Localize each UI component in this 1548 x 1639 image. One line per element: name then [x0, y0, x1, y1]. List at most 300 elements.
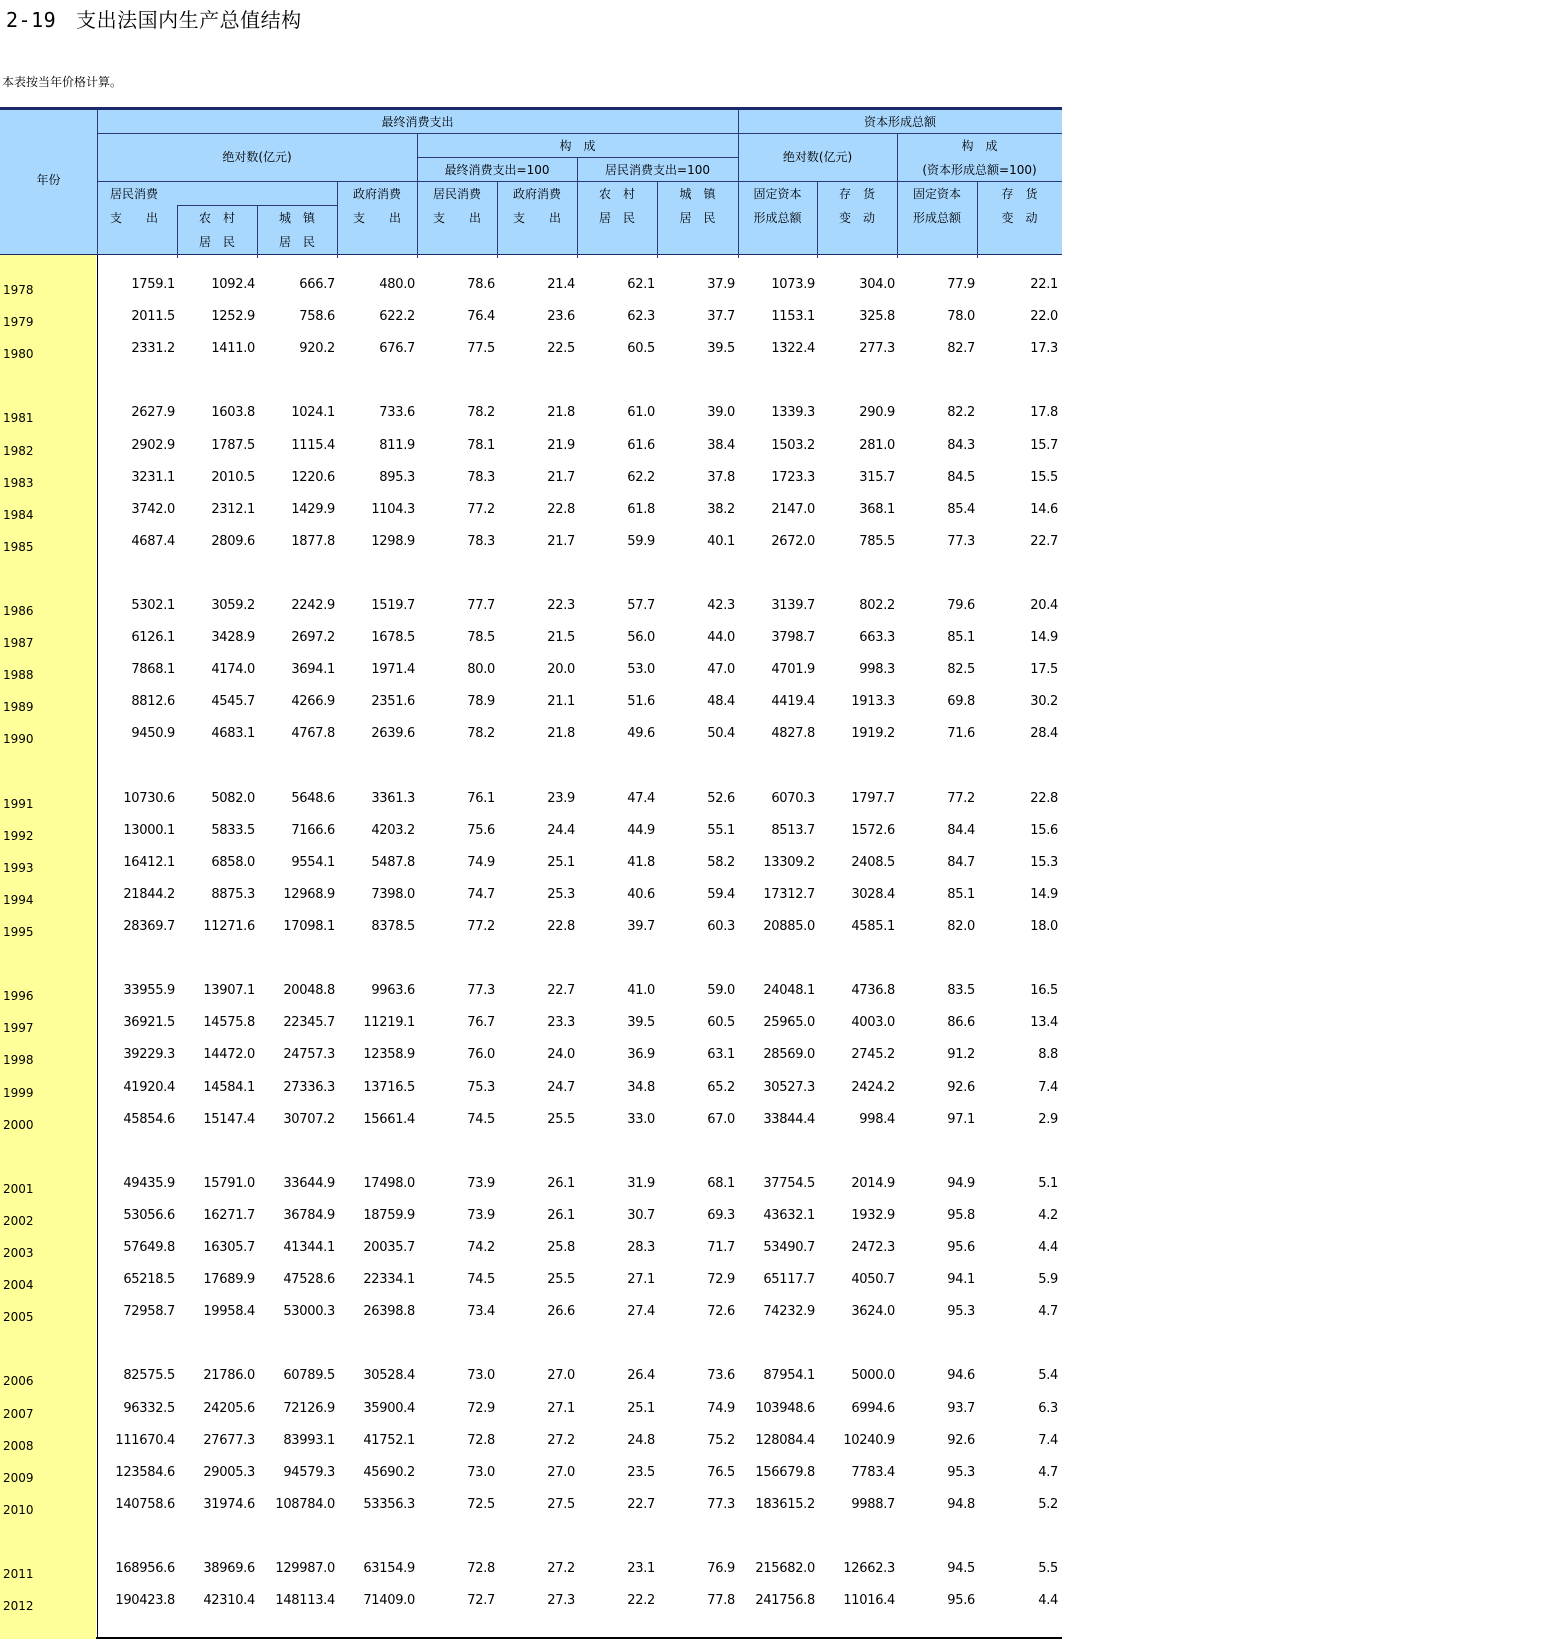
- value-cell: 22.3: [547, 598, 575, 613]
- value-cell: 7166.6: [291, 822, 335, 838]
- value-cell: 368.1: [859, 501, 895, 517]
- year-cell: 1978: [3, 283, 34, 297]
- value-cell: 85.1: [947, 886, 975, 902]
- value-cell: 95.6: [947, 1593, 975, 1609]
- year-cell: 1999: [3, 1085, 34, 1100]
- year-cell: 1983: [3, 475, 34, 490]
- value-cell: 25.5: [547, 1111, 575, 1127]
- year-cell: 1989: [3, 700, 34, 715]
- year-cell: 1994: [3, 892, 34, 907]
- table-number: 2-19: [6, 8, 57, 32]
- value-cell: 4203.2: [371, 822, 415, 838]
- value-cell: 87954.1: [763, 1368, 815, 1384]
- value-cell: 7783.4: [851, 1464, 895, 1480]
- value-cell: 62.1: [627, 277, 655, 292]
- value-cell: 83993.1: [283, 1432, 335, 1448]
- value-cell: 2472.3: [851, 1240, 895, 1255]
- value-cell: 36784.9: [283, 1207, 335, 1223]
- value-cell: 41.0: [627, 983, 655, 999]
- year-cell: 1985: [3, 539, 34, 554]
- value-cell: 4683.1: [211, 726, 255, 742]
- value-cell: 148113.4: [275, 1593, 335, 1609]
- value-cell: 83.5: [947, 983, 975, 999]
- value-cell: 31974.6: [203, 1496, 255, 1512]
- value-cell: 2424.2: [851, 1079, 895, 1095]
- value-cell: 23.5: [627, 1464, 655, 1480]
- value-cell: 18759.9: [363, 1207, 415, 1223]
- value-cell: 84.5: [947, 469, 975, 485]
- value-cell: 41.8: [627, 854, 655, 870]
- value-cell: 92.6: [947, 1079, 975, 1095]
- value-cell: 63.1: [707, 1047, 735, 1063]
- table-row: [0, 1015, 1062, 1047]
- value-cell: 17498.0: [363, 1175, 415, 1191]
- value-cell: 30.7: [627, 1207, 655, 1223]
- table-row: [0, 1272, 1062, 1304]
- table-row: [0, 726, 1062, 758]
- value-cell: 37.9: [707, 277, 735, 292]
- year-cell: 1982: [3, 443, 34, 458]
- value-cell: 79.6: [947, 598, 975, 613]
- value-cell: 74.5: [467, 1272, 495, 1288]
- value-cell: 325.8: [859, 309, 895, 325]
- value-cell: 84.4: [947, 822, 975, 838]
- value-cell: 22.1: [1030, 277, 1058, 292]
- value-cell: 25.8: [547, 1240, 575, 1255]
- value-cell: 21.9: [547, 437, 575, 453]
- year-cell: 1984: [3, 507, 34, 522]
- year-cell: 2009: [3, 1470, 34, 1485]
- value-cell: 39229.3: [123, 1047, 175, 1063]
- value-cell: 33644.9: [283, 1175, 335, 1191]
- value-cell: 2627.9: [131, 405, 175, 421]
- value-cell: 42.3: [707, 598, 735, 613]
- header-c-gfcf: 固定资本: [912, 187, 961, 201]
- value-cell: 29005.3: [203, 1464, 255, 1480]
- value-cell: 30528.4: [363, 1368, 415, 1384]
- value-cell: 22.7: [547, 983, 575, 999]
- table-row: [0, 598, 1062, 630]
- value-cell: 4174.0: [211, 662, 255, 678]
- value-cell: 895.3: [379, 469, 415, 485]
- value-cell: 9450.9: [131, 726, 175, 742]
- value-cell: 3028.4: [851, 886, 895, 902]
- value-cell: 128084.4: [755, 1432, 815, 1448]
- value-cell: 22.5: [547, 341, 575, 357]
- value-cell: 74232.9: [763, 1304, 815, 1320]
- value-cell: 45854.6: [123, 1111, 175, 1127]
- year-cell: 2002: [3, 1213, 34, 1228]
- value-cell: 71.6: [947, 726, 975, 742]
- value-cell: 998.3: [859, 662, 895, 678]
- value-cell: 48.4: [707, 694, 735, 710]
- value-cell: 2242.9: [291, 598, 335, 613]
- value-cell: 23.6: [547, 309, 575, 325]
- value-cell: 73.4: [467, 1304, 495, 1320]
- year-cell: 1980: [3, 347, 34, 362]
- value-cell: 76.7: [467, 1015, 495, 1031]
- value-cell: 28.3: [627, 1240, 655, 1255]
- value-cell: 75.6: [467, 822, 495, 838]
- value-cell: 20.0: [547, 662, 575, 678]
- value-cell: 4.7: [1038, 1304, 1058, 1320]
- value-cell: 37.7: [707, 309, 735, 325]
- value-cell: 4266.9: [291, 694, 335, 710]
- table-row: [0, 1433, 1062, 1465]
- value-cell: 72126.9: [283, 1400, 335, 1416]
- value-cell: 26.1: [547, 1175, 575, 1191]
- value-cell: 51.6: [627, 694, 655, 710]
- table-row: [0, 1368, 1062, 1400]
- value-cell: 73.9: [467, 1175, 495, 1191]
- value-cell: 156679.8: [755, 1464, 815, 1480]
- value-cell: 8.8: [1038, 1047, 1058, 1063]
- value-cell: 103948.6: [755, 1400, 815, 1416]
- value-cell: 11016.4: [843, 1593, 895, 1609]
- value-cell: 1603.8: [211, 405, 255, 421]
- value-cell: 15661.4: [363, 1111, 415, 1127]
- table-row: [0, 1497, 1062, 1529]
- value-cell: 44.0: [707, 630, 735, 646]
- value-cell: 21844.2: [123, 886, 175, 902]
- value-cell: 52.6: [707, 790, 735, 806]
- value-cell: 1759.1: [131, 277, 175, 292]
- year-cell: 1998: [3, 1053, 34, 1068]
- table-row: [0, 277, 1062, 309]
- value-cell: 78.2: [467, 726, 495, 742]
- value-cell: 17098.1: [283, 919, 335, 934]
- value-cell: 21.5: [547, 630, 575, 646]
- value-cell: 27677.3: [203, 1432, 255, 1448]
- value-cell: 93.7: [947, 1400, 975, 1416]
- value-cell: 23.1: [627, 1561, 655, 1576]
- value-cell: 1115.4: [291, 437, 335, 453]
- value-cell: 78.5: [467, 630, 495, 646]
- value-cell: 168956.6: [115, 1561, 175, 1576]
- value-cell: 9963.6: [371, 983, 415, 999]
- value-cell: 85.1: [947, 630, 975, 646]
- value-cell: 30.2: [1030, 694, 1058, 710]
- value-cell: 4.7: [1038, 1464, 1058, 1480]
- table-row: [0, 309, 1062, 341]
- table-row: [0, 791, 1062, 823]
- value-cell: 277.3: [859, 341, 895, 357]
- value-cell: 74.2: [467, 1240, 495, 1255]
- value-cell: 10730.6: [123, 790, 175, 806]
- table-row: [0, 662, 1062, 694]
- value-cell: 1877.8: [291, 533, 335, 549]
- value-cell: 53000.3: [283, 1304, 335, 1320]
- value-cell: 1322.4: [771, 341, 815, 357]
- value-cell: 14.9: [1030, 886, 1058, 902]
- table-row: [0, 1112, 1062, 1144]
- value-cell: 72958.7: [123, 1304, 175, 1320]
- header-gov: 政府消费: [352, 187, 401, 201]
- value-cell: 15147.4: [203, 1111, 255, 1127]
- value-cell: 22345.7: [283, 1015, 335, 1031]
- value-cell: 16412.1: [123, 854, 175, 870]
- value-cell: 62.2: [627, 469, 655, 485]
- value-cell: 77.2: [947, 790, 975, 806]
- value-cell: 998.4: [859, 1111, 895, 1127]
- table-row: [0, 1401, 1062, 1433]
- value-cell: 65218.5: [123, 1272, 175, 1288]
- value-cell: 17.5: [1030, 662, 1058, 678]
- value-cell: 47.0: [707, 662, 735, 678]
- header-c-hc2: 支 出: [432, 211, 481, 225]
- value-cell: 72.6: [707, 1304, 735, 1320]
- value-cell: 23.3: [547, 1015, 575, 1031]
- header-c-rural2: 居 民: [598, 211, 635, 225]
- value-cell: 1411.0: [211, 341, 255, 357]
- value-cell: 4687.4: [131, 533, 175, 549]
- year-cell: 1996: [3, 989, 34, 1004]
- value-cell: 2014.9: [851, 1175, 895, 1191]
- value-cell: 49435.9: [123, 1175, 175, 1191]
- value-cell: 1220.6: [291, 469, 335, 485]
- value-cell: 3694.1: [291, 662, 335, 678]
- value-cell: 15.5: [1030, 469, 1058, 485]
- value-cell: 21.8: [547, 405, 575, 421]
- value-cell: 18.0: [1030, 919, 1058, 934]
- table-row: [0, 919, 1062, 951]
- value-cell: 69.3: [707, 1207, 735, 1223]
- value-cell: 16305.7: [203, 1240, 255, 1255]
- value-cell: 82.5: [947, 662, 975, 678]
- table-row: [0, 1561, 1062, 1593]
- value-cell: 53356.3: [363, 1496, 415, 1512]
- value-cell: 7.4: [1038, 1432, 1058, 1448]
- value-cell: 33844.4: [763, 1111, 815, 1127]
- value-cell: 76.0: [467, 1047, 495, 1063]
- value-cell: 733.6: [379, 405, 415, 421]
- value-cell: 37.8: [707, 469, 735, 485]
- value-cell: 3798.7: [771, 630, 815, 646]
- value-cell: 94.6: [947, 1368, 975, 1384]
- value-cell: 41344.1: [283, 1240, 335, 1255]
- value-cell: 56.0: [627, 630, 655, 646]
- value-cell: 82.7: [947, 341, 975, 357]
- header-urban2: 居 民: [278, 235, 315, 249]
- value-cell: 24.4: [547, 822, 575, 838]
- value-cell: 50.4: [707, 726, 735, 742]
- value-cell: 76.1: [467, 790, 495, 806]
- value-cell: 53490.7: [763, 1240, 815, 1255]
- value-cell: 21786.0: [203, 1368, 255, 1384]
- value-cell: 75.2: [707, 1432, 735, 1448]
- value-cell: 20035.7: [363, 1240, 415, 1255]
- value-cell: 85.4: [947, 501, 975, 517]
- year-cell: 1988: [3, 668, 34, 683]
- value-cell: 5302.1: [131, 598, 175, 613]
- table-row: [0, 534, 1062, 566]
- header-capital-formation: 资本形成总额: [863, 115, 936, 129]
- value-cell: 73.9: [467, 1207, 495, 1223]
- year-cell: 2006: [3, 1374, 34, 1389]
- header-fc-100: 最终消费支出=100: [444, 163, 550, 177]
- value-cell: 59.4: [707, 886, 735, 902]
- value-cell: 65117.7: [763, 1272, 815, 1288]
- value-cell: 61.8: [627, 501, 655, 517]
- value-cell: 57649.8: [123, 1240, 175, 1255]
- value-cell: 30527.3: [763, 1079, 815, 1095]
- table-note: 本表按当年价格计算。: [2, 75, 123, 89]
- value-cell: 7.4: [1038, 1079, 1058, 1095]
- value-cell: 78.3: [467, 469, 495, 485]
- value-cell: 40.6: [627, 886, 655, 902]
- value-cell: 9554.1: [291, 854, 335, 870]
- table-row: [0, 1208, 1062, 1240]
- header-hc-label: 居民消费: [110, 187, 159, 201]
- value-cell: 5.2: [1038, 1496, 1058, 1512]
- value-cell: 19958.4: [203, 1304, 255, 1320]
- value-cell: 6070.3: [771, 790, 815, 806]
- value-cell: 22.2: [627, 1593, 655, 1609]
- value-cell: 5.5: [1038, 1561, 1058, 1576]
- value-cell: 97.1: [947, 1111, 975, 1127]
- value-cell: 16271.7: [203, 1207, 255, 1223]
- value-cell: 14.9: [1030, 630, 1058, 646]
- value-cell: 91.2: [947, 1047, 975, 1063]
- value-cell: 60.5: [627, 341, 655, 357]
- value-cell: 123584.6: [115, 1464, 175, 1480]
- gdp-table: [0, 107, 1062, 1639]
- table-row: [0, 1304, 1062, 1336]
- value-cell: 5833.5: [211, 822, 255, 838]
- value-cell: 5487.8: [371, 854, 415, 870]
- value-cell: 45690.2: [363, 1464, 415, 1480]
- value-cell: 39.5: [627, 1015, 655, 1031]
- value-cell: 1339.3: [771, 405, 815, 421]
- header-absolute-1: 绝对数(亿元): [222, 150, 292, 164]
- value-cell: 666.7: [299, 277, 335, 292]
- value-cell: 8875.3: [211, 886, 255, 902]
- header-gfcf2: 形成总额: [753, 211, 802, 225]
- value-cell: 61.0: [627, 405, 655, 421]
- value-cell: 30707.2: [283, 1111, 335, 1127]
- value-cell: 72.5: [467, 1496, 495, 1512]
- value-cell: 28569.0: [763, 1047, 815, 1063]
- value-cell: 3231.1: [131, 469, 175, 485]
- value-cell: 95.8: [947, 1207, 975, 1223]
- value-cell: 4419.4: [771, 694, 815, 710]
- value-cell: 74.5: [467, 1111, 495, 1127]
- value-cell: 78.3: [467, 533, 495, 549]
- value-cell: 13309.2: [763, 854, 815, 870]
- value-cell: 62.3: [627, 309, 655, 325]
- header-absolute-2: 绝对数(亿元): [782, 150, 853, 164]
- value-cell: 25.1: [627, 1400, 655, 1416]
- value-cell: 41920.4: [123, 1079, 175, 1095]
- value-cell: 58.2: [707, 854, 735, 870]
- value-cell: 21.7: [547, 533, 575, 549]
- value-cell: 94579.3: [283, 1464, 335, 1480]
- value-cell: 2147.0: [771, 501, 815, 517]
- value-cell: 61.6: [627, 437, 655, 453]
- value-cell: 39.7: [627, 919, 655, 934]
- value-cell: 315.7: [859, 469, 895, 485]
- year-cell: 2004: [3, 1278, 34, 1293]
- value-cell: 16.5: [1030, 983, 1058, 999]
- header-gfcf: 固定资本: [753, 187, 802, 201]
- value-cell: 77.3: [707, 1496, 735, 1512]
- year-cell: 2005: [3, 1310, 34, 1325]
- header-inventory2: 变 动: [838, 211, 875, 225]
- year-cell: 2012: [3, 1599, 34, 1614]
- year-cell: 1992: [3, 828, 34, 843]
- value-cell: 2809.6: [211, 533, 255, 549]
- year-cell: 2003: [3, 1246, 34, 1260]
- value-cell: 2408.5: [851, 854, 895, 870]
- value-cell: 140758.6: [115, 1496, 175, 1512]
- value-cell: 1429.9: [291, 501, 335, 517]
- value-cell: 86.6: [947, 1015, 975, 1031]
- value-cell: 2902.9: [131, 437, 175, 453]
- value-cell: 75.3: [467, 1079, 495, 1095]
- value-cell: 17689.9: [203, 1272, 255, 1288]
- year-cell: 2000: [3, 1117, 34, 1132]
- value-cell: 4827.8: [771, 726, 815, 742]
- value-cell: 14575.8: [203, 1015, 255, 1031]
- value-cell: 41752.1: [363, 1432, 415, 1448]
- value-cell: 77.2: [467, 919, 495, 934]
- value-cell: 11271.6: [203, 919, 255, 934]
- table-row: [0, 1080, 1062, 1112]
- value-cell: 1797.7: [851, 790, 895, 806]
- value-cell: 758.6: [299, 309, 335, 325]
- value-cell: 5.9: [1038, 1272, 1058, 1288]
- value-cell: 82.0: [947, 919, 975, 934]
- value-cell: 24.0: [547, 1047, 575, 1063]
- value-cell: 2697.2: [291, 630, 335, 646]
- value-cell: 39.5: [707, 341, 735, 357]
- value-cell: 26398.8: [363, 1304, 415, 1320]
- value-cell: 28.4: [1030, 726, 1058, 742]
- value-cell: 1932.9: [851, 1207, 895, 1223]
- value-cell: 111670.4: [115, 1432, 175, 1448]
- table-row: [0, 1240, 1062, 1272]
- header-inventory: 存 货: [838, 187, 875, 201]
- value-cell: 60.3: [707, 919, 735, 934]
- value-cell: 6126.1: [131, 630, 175, 646]
- value-cell: 3059.2: [211, 598, 255, 613]
- value-cell: 20.4: [1030, 598, 1058, 613]
- value-cell: 1092.4: [211, 277, 255, 292]
- table-row: [0, 630, 1062, 662]
- value-cell: 1503.2: [771, 437, 815, 453]
- value-cell: 53056.6: [123, 1207, 175, 1223]
- value-cell: 22334.1: [363, 1272, 415, 1288]
- value-cell: 15.7: [1030, 437, 1058, 453]
- header-final-consumption: 最终消费支出: [381, 115, 454, 129]
- value-cell: 3361.3: [371, 790, 415, 806]
- value-cell: 65.2: [707, 1079, 735, 1095]
- value-cell: 2745.2: [851, 1047, 895, 1063]
- value-cell: 71409.0: [363, 1593, 415, 1609]
- header-urban: 城 镇: [278, 211, 315, 225]
- value-cell: 71.7: [707, 1240, 735, 1255]
- value-cell: 20885.0: [763, 919, 815, 934]
- value-cell: 94.1: [947, 1272, 975, 1288]
- year-cell: 1991: [3, 796, 34, 811]
- value-cell: 74.9: [707, 1400, 735, 1416]
- value-cell: 73.0: [467, 1464, 495, 1480]
- value-cell: 21.1: [547, 694, 575, 710]
- table-title: 支出法国内生产总值结构: [76, 8, 302, 32]
- value-cell: 31.9: [627, 1175, 655, 1191]
- value-cell: 12358.9: [363, 1047, 415, 1063]
- value-cell: 24757.3: [283, 1047, 335, 1063]
